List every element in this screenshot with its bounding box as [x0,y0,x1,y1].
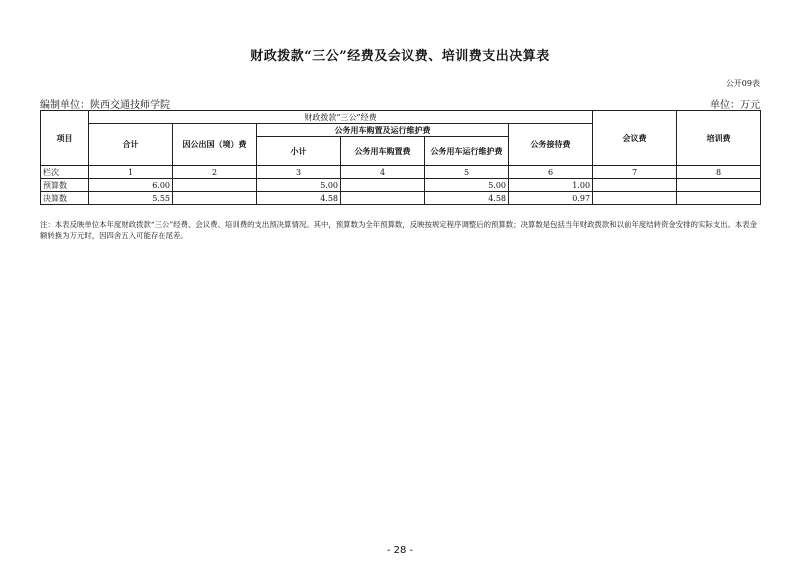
column-number: 1 [89,166,173,179]
cell-subtotal: 4.58 [257,192,341,205]
table-row [41,179,761,192]
column-number-row [41,166,761,179]
cell-meeting [593,179,677,192]
cell-meeting [593,192,677,205]
cell-reception: 0.97 [509,192,593,205]
table-note: 注：本表反映单位本年度财政拨款“三公”经费、会议费、培训费的支出预决算情况。其中，预算数为全年预算数，反映按规定程序调整后的预算数；决算数是包括当年财政拨款和以前年度结转资金安排的实际支出。本表金额转换为万元时，因四舍五入可能存在尾差。 [40,220,758,240]
column-number: 8 [677,166,761,179]
header-subtotal: 小计 [257,137,341,166]
column-number: 5 [425,166,509,179]
header-training: 培训费 [677,111,761,166]
header-vehicle-group: 公务用车购置及运行维护费 [257,124,509,137]
currency-unit: 单位：万元 [710,100,760,111]
column-number: 6 [509,166,593,179]
column-number: 3 [257,166,341,179]
form-code: 公开09表 [725,79,760,88]
column-number: 2 [173,166,257,179]
cell-vehicle-operation: 4.58 [425,192,509,205]
header-meeting: 会议费 [593,111,677,166]
cell-reception: 1.00 [509,179,593,192]
cell-total: 6.00 [89,179,173,192]
header-vehicle-purchase: 公务用车购置费 [341,137,425,166]
cell-vehicle-purchase [341,179,425,192]
column-number: 4 [341,166,425,179]
row-label: 预算数 [41,179,89,192]
cell-training [677,179,761,192]
cell-training [677,192,761,205]
header-total: 合计 [89,124,173,166]
header-item: 项目 [41,111,89,166]
cell-vehicle-purchase [341,192,425,205]
cell-vehicle-operation: 5.00 [425,179,509,192]
column-number-label: 栏次 [41,166,89,179]
cell-abroad [173,179,257,192]
budget-table [40,110,761,205]
column-number: 7 [593,166,677,179]
cell-abroad [173,192,257,205]
header-vehicle-operation: 公务用车运行维护费 [425,137,509,166]
table-row [41,192,761,205]
page-title: 财政拨款“三公”经费及会议费、培训费支出决算表 [250,49,550,64]
page-number: - 28 - [386,545,414,556]
header-three-public: 财政拨款“三公”经费 [89,111,593,124]
cell-subtotal: 5.00 [257,179,341,192]
header-abroad: 因公出国（境）费 [173,124,257,166]
row-label: 决算数 [41,192,89,205]
header-row-1 [41,111,761,124]
cell-total: 5.55 [89,192,173,205]
compiling-unit: 编制单位：陕西交通技师学院 [40,100,170,111]
header-reception: 公务接待费 [509,124,593,166]
